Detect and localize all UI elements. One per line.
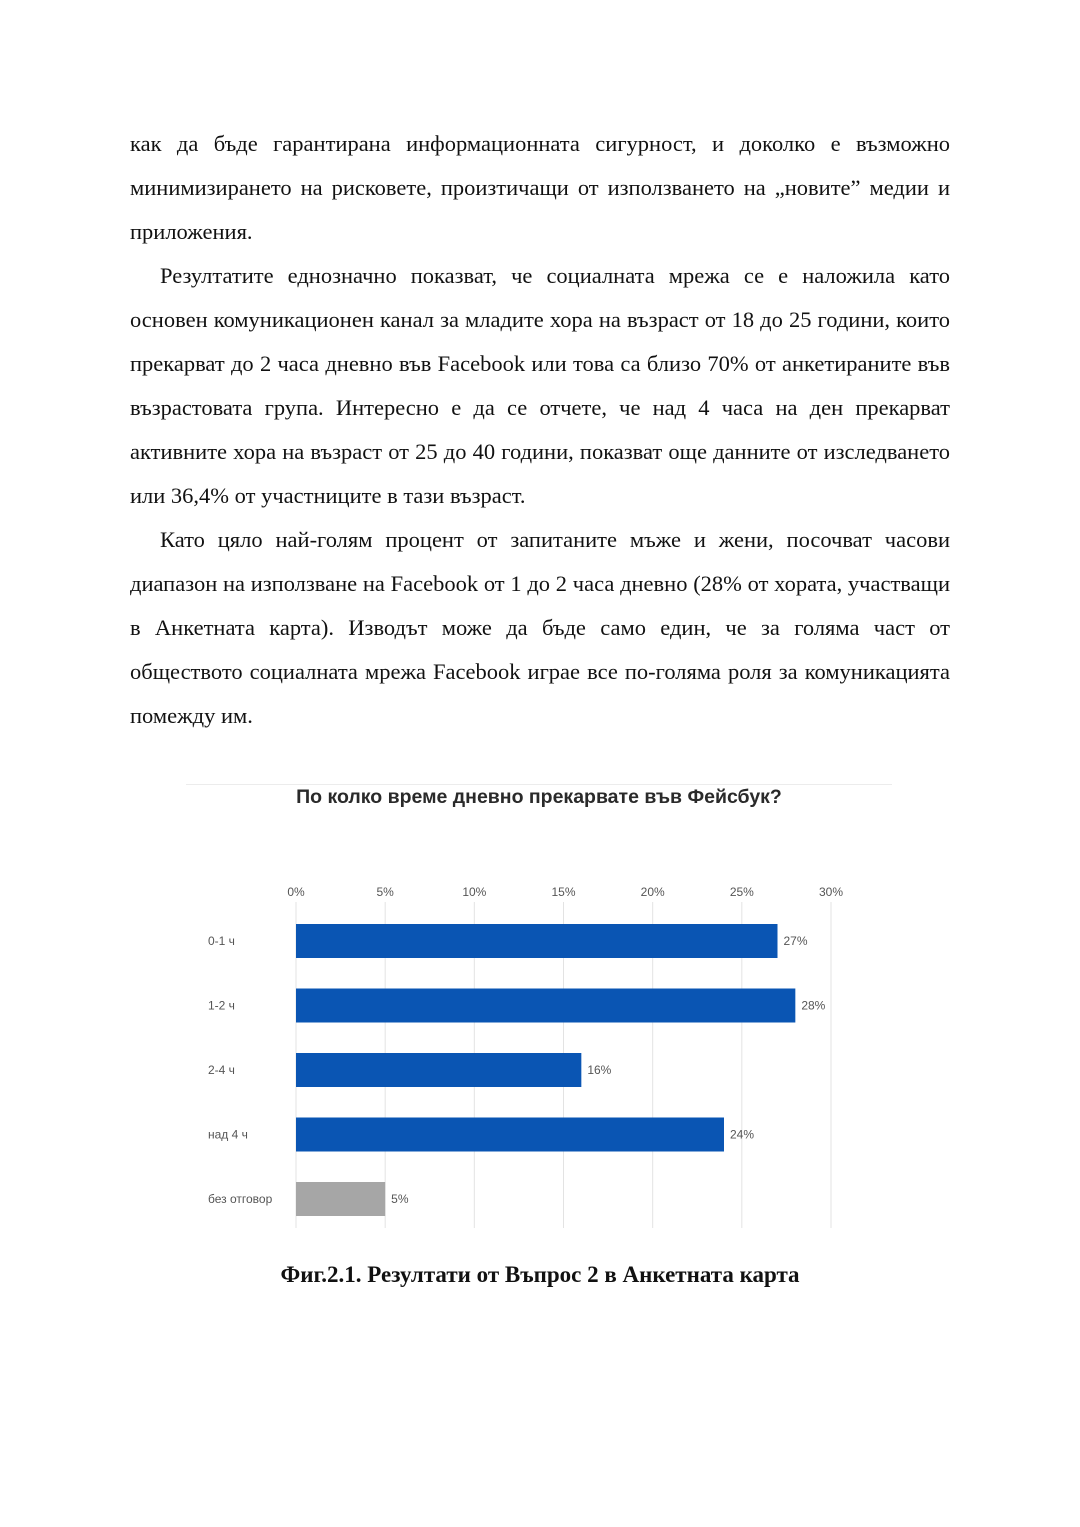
category-label: 1-2 ч xyxy=(208,998,235,1013)
x-tick-label: 30% xyxy=(818,885,844,899)
bar xyxy=(296,1182,385,1216)
value-label: 28% xyxy=(801,998,826,1013)
paragraph-3: Като цяло най-голям процент от запитаните мъже и жени, посочват часови диапазон на използване на Facebook от 1 до 2 часа дневно (28% от хората, участващи в Анкетната карта). Изводът може да бъде само един, че за голяма част от обществото социалната мрежа Facebook играе все по-голяма роля за комуникацията помежду им. xyxy=(130,527,950,728)
value-label: 27% xyxy=(783,934,808,948)
category-label: 0-1 ч xyxy=(208,934,235,948)
category-label: без отговор xyxy=(208,1192,273,1206)
bar xyxy=(296,924,778,958)
chart-title: По колко време дневно прекарвате във Фейсбук? xyxy=(296,786,782,808)
paragraph-2: Резултатите еднозначно показват, че социалната мрежа се е наложила като основен комуникационен канал за младите хора на възраст от 18 до 25 години, които прекарват до 2 часа дневно във Facebook или това са близо 70% от анкетираните във възрастовата група. Интересно е да се отчете, че над 4 часа на ден прекарват активните хора на възраст от 25 до 40 години, показват още данните от изследването или 36,4% от участниците в тази възраст. xyxy=(130,263,950,508)
value-label: 24% xyxy=(730,1127,755,1142)
x-tick-label: 20% xyxy=(640,885,665,899)
category-label: 2-4 ч xyxy=(208,1063,235,1077)
x-tick-label: 0% xyxy=(287,885,305,899)
body-text xyxy=(130,122,950,738)
x-tick-label: 15% xyxy=(551,885,576,899)
x-tick-label: 5% xyxy=(376,885,394,899)
x-tick-label: 25% xyxy=(729,885,754,899)
bar-chart xyxy=(186,782,892,1232)
figure-caption: Фиг.2.1. Резултати от Въпрос 2 в Анкетната карта xyxy=(280,1262,800,1287)
paragraph-1: как да бъде гарантирана информационната сигурност, и доколко е възможно минимизирането на рисковете, произтичащи от използването на „новите” медии и приложения. xyxy=(130,131,950,244)
value-label: 16% xyxy=(587,1063,612,1077)
bar xyxy=(296,989,795,1023)
x-tick-label: 10% xyxy=(462,885,487,899)
value-label: 5% xyxy=(391,1192,409,1206)
bar xyxy=(296,1053,581,1087)
category-label: над 4 ч xyxy=(208,1127,248,1142)
bar xyxy=(296,1118,724,1152)
